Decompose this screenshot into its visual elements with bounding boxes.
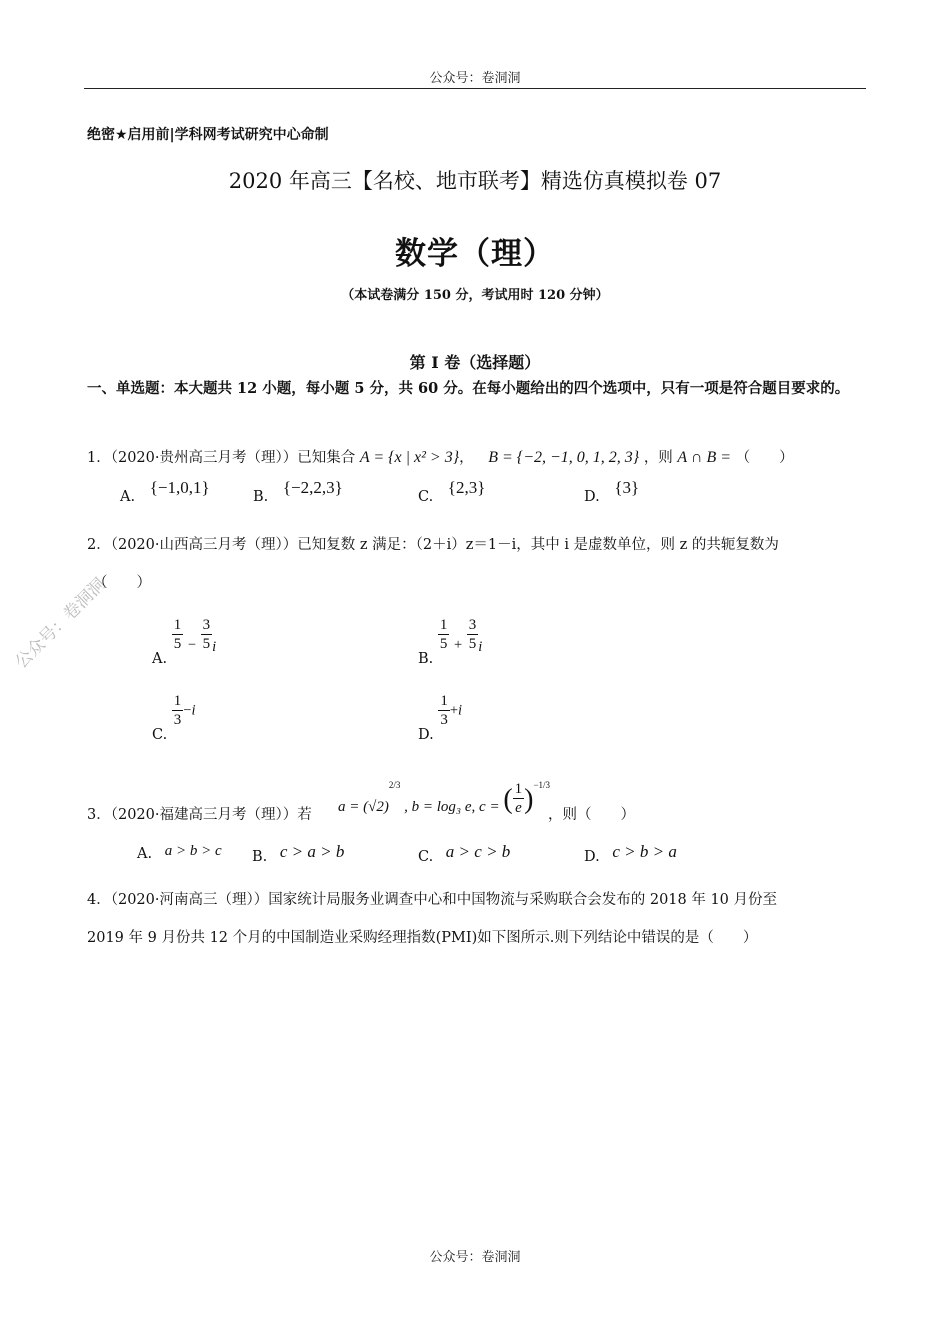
volume-title: 第 I 卷（选择题） [409,353,541,372]
option-label: C. [152,726,168,743]
exam-title: 2020 年高三【名校、地市联考】精选仿真模拟卷 07 [228,169,722,193]
option-label: B. [252,849,268,865]
option-label: D. [418,726,434,743]
operator: − [187,636,196,653]
q3-a: a = (√2) [338,799,389,815]
fraction: $\frac{1}{5}$ [439,617,448,652]
operator: − [183,702,192,719]
q4-line-2: 2019 年 9 月份共 12 个月的中国制造业采购经理指数(PMI)如下图所示.则下列结论中错误的是（ ） [87,930,758,946]
q3-c-exponent: −1/3 [533,780,551,790]
q3-option-d[interactable] [584,842,677,866]
q1-expr: A ∩ B = [677,449,732,466]
option-label: C. [418,489,434,505]
fraction: $\frac{1}{5}$ [173,617,182,652]
q3-option-b[interactable] [252,842,345,866]
q4-line-1: 4．（2020·河南高三（理））国家统计局服务业调查中心和中国物流与采购联合会发布的 2018 年 10 月份至 [87,892,778,908]
page-header: 公众号：卷洞洞 [429,71,521,86]
q3-option-c[interactable] [418,842,511,866]
q1-option-d[interactable] [584,478,640,506]
q1-tail: ，则 [643,450,673,466]
q1-option-b[interactable] [253,478,343,506]
q1-option-a[interactable] [120,478,210,506]
q3-a-exponent: 2/3 [388,780,401,790]
option-label: B. [253,489,269,505]
operator: + [449,702,459,719]
option-label: C. [418,849,434,865]
q3-tail: ，则（ ） [548,807,635,823]
q3-stem: 3．（2020·福建高三月考（理））若 [87,807,312,823]
q2-option-a[interactable]: A. $\frac{1}{5}$ − $\frac{3}{5}$ i [152,617,217,667]
option-value: {−1,0,1} [149,478,210,497]
option-value: {2,3} [447,478,486,497]
exam-note: （本试卷满分 150 分，考试用时 120 分钟） [341,288,609,303]
option-label: A. [152,650,168,667]
q1-option-c[interactable] [418,478,486,506]
q1-set-b: B = {−2, −1, 0, 1, 2, 3} [488,449,640,466]
subject-title: 数学（理） [395,236,555,272]
q3-option-a[interactable] [137,843,222,863]
q2-option-d[interactable]: D. $\frac{1}{3}$ +i [418,693,463,743]
option-label: A. [137,846,153,862]
option-label: D. [584,849,600,865]
option-label: D. [584,489,600,505]
q3-condition: $a = (√2)^{2/3}$ , b = log₃ e, c = ( $\frac{1}{e}$ )$^{-1/3}$ [338,780,551,817]
option-value: c > a > b [279,842,345,861]
q3-c-fraction: $\frac{1}{e}$ [514,781,523,817]
q1-stem: 1．（2020·贵州高三月考（理））已知集合 [87,450,356,466]
option-value: a > c > b [445,842,511,861]
watermark: 公众号：卷洞洞 [11,574,110,673]
fraction: $\frac{3}{5}$ [468,617,477,652]
q1-paren: （ ） [735,450,794,466]
option-value: a > b > c [164,843,222,859]
section-heading: 一、单选题：本大题共 12 小题，每小题 5 分，共 60 分。在每小题给出的四个选项中，只有一项是符合题目要求的。 [87,380,850,397]
option-value: c > b > a [612,842,677,861]
fraction: $\frac{1}{3}$ [173,693,182,728]
question-2-paren: （ ） [93,575,151,591]
page-footer: 公众号：卷洞洞 [429,1250,521,1265]
option-value: {3} [614,478,640,497]
operator: + [453,636,463,653]
q2-option-c[interactable]: C. $\frac{1}{3}$ −i [152,693,196,743]
q3-b: , b = log₃ e, c = [404,799,500,815]
fraction: $\frac{1}{3}$ [440,693,448,728]
question-1: 1．（2020·贵州高三月考（理））已知集合 A = {x | x² > 3}， B = {−2, −1, 0, 1, 2, 3} ，则 A ∩ B = （ ） [87,449,794,466]
secret-line: 绝密★启用前|学科网考试研究中心命制 [87,127,329,143]
header-divider [84,88,866,89]
q1-set-a: A = {x | x² > 3} [359,449,460,466]
question-2-stem: 2．（2020·山西高三月考（理））已知复数 z 满足：（2＋i）z＝1－i，其中 i 是虚数单位，则 z 的共轭复数为 [87,537,779,553]
option-value: {−2,2,3} [282,478,343,497]
q2-option-b[interactable]: B. $\frac{1}{5}$ + $\frac{3}{5}$ i [418,617,483,667]
option-label: B. [418,650,434,667]
option-label: A. [120,489,136,505]
fraction: $\frac{3}{5}$ [202,617,211,652]
